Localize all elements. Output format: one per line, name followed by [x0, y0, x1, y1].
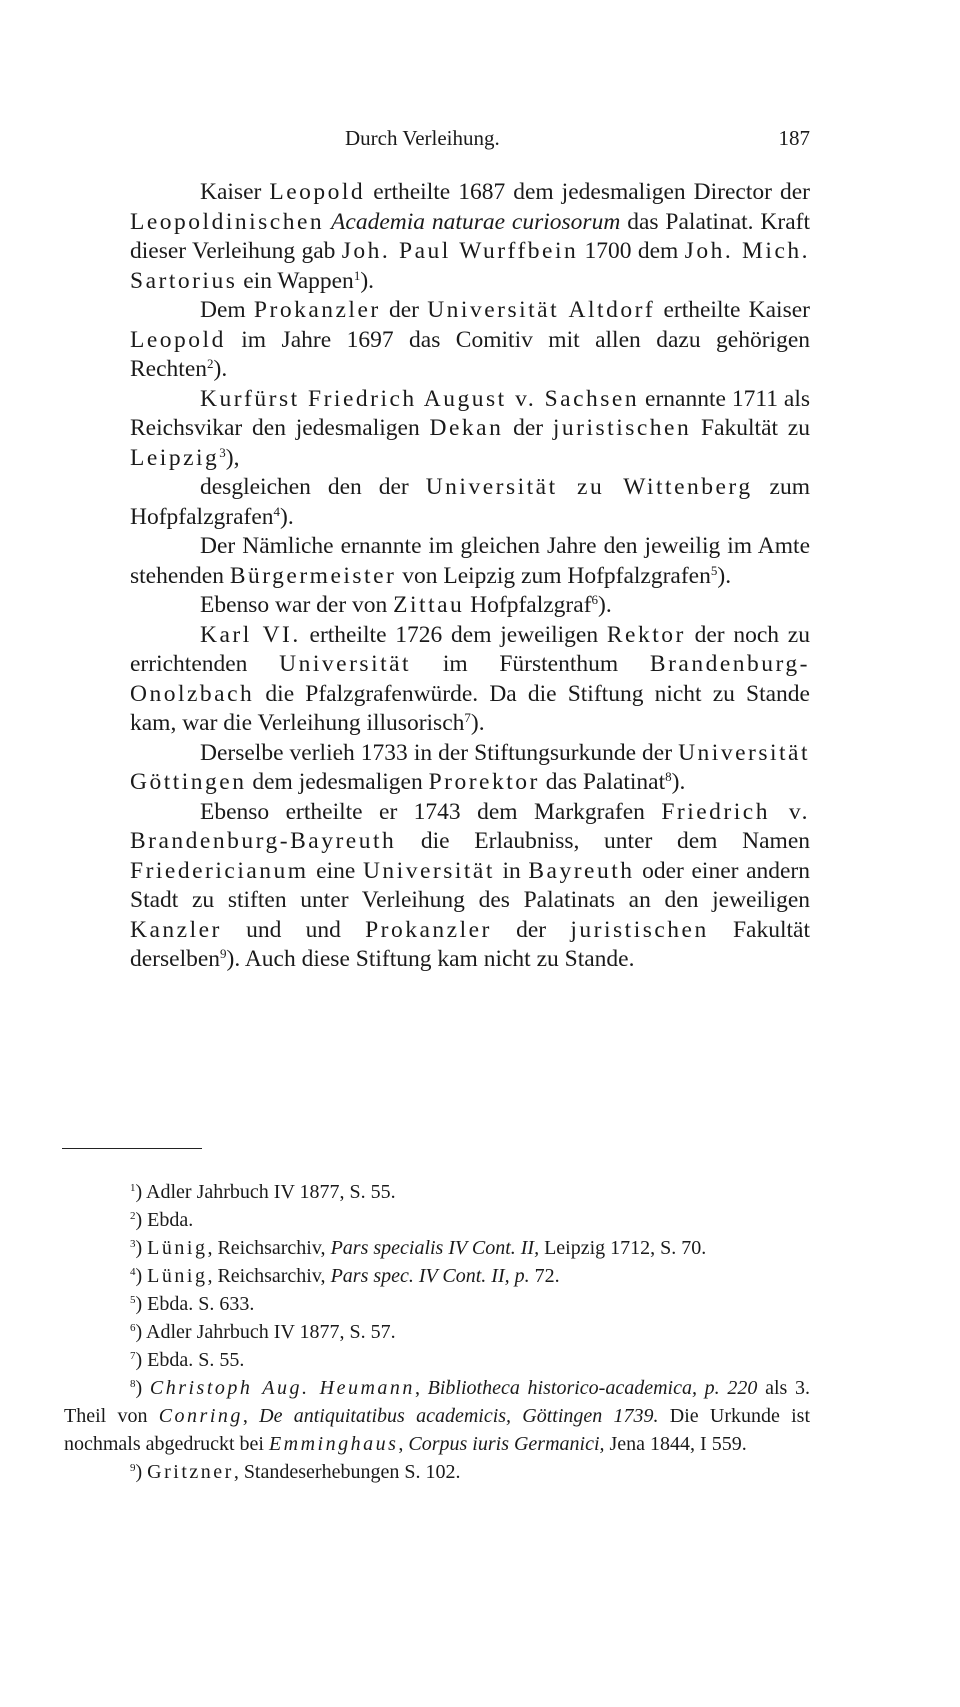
- spaced-name: Leipzig: [130, 444, 220, 471]
- spaced-name: Friedericianum: [130, 857, 309, 884]
- spaced-name: Friedrich v. Brandenburg-Bayreuth: [130, 798, 810, 854]
- footnote-marker: 2: [130, 1210, 136, 1222]
- spaced-name: Bayreuth: [528, 857, 635, 884]
- text-run: ): [135, 1377, 150, 1399]
- paragraph: [130, 798, 810, 975]
- text-run: im Jahre 1697 das Comitiv mit allen dazu gehörigen Rechten: [130, 326, 810, 382]
- text-run: dem jedesmaligen: [246, 769, 429, 795]
- text-run: oder einer andern Stadt zu stiften unter Verleihung des Palatinats an den jeweiligen: [130, 857, 811, 913]
- text-run: 72.: [529, 1265, 560, 1287]
- paragraph: [130, 532, 810, 591]
- text-run: das Palatinat. Kraft dieser Verleihung gab: [130, 208, 811, 264]
- text-run: als 3. Theil von: [64, 1377, 811, 1427]
- footnote: [64, 1318, 810, 1346]
- text-run: ). Auch diese Stiftung kam nicht zu Stande.: [226, 946, 635, 972]
- footnote-marker: 3: [219, 444, 226, 460]
- spaced-name: Joh. Mich. Sartorius: [130, 238, 810, 294]
- text-run: das Palatinat: [539, 769, 666, 795]
- text-run: , Reichsarchiv,: [207, 1265, 331, 1287]
- text-run: der noch zu errichtenden: [130, 621, 810, 677]
- text-run: ).: [717, 562, 732, 589]
- text-run: ) Ebda. S. 55.: [135, 1349, 245, 1371]
- spaced-name: Universität Altdorf: [427, 297, 656, 323]
- spaced-name: Brandenburg-Onolzbach: [130, 651, 810, 707]
- text-run: ,: [414, 1377, 428, 1399]
- footnote: [64, 1206, 810, 1234]
- text-run: Die Urkunde ist nochmals abgedruckt bei: [64, 1405, 810, 1455]
- text-run: eine: [308, 857, 363, 884]
- spaced-name: Kanzler: [130, 916, 222, 943]
- footnote-marker: 9: [130, 1462, 136, 1474]
- text-run: ).: [671, 769, 686, 795]
- text-run: ).: [598, 592, 612, 618]
- spaced-name: Leopoldinischen: [130, 208, 325, 235]
- spaced-name: Karl VI.: [200, 621, 301, 648]
- paragraph: [130, 473, 810, 532]
- footnote: [64, 1290, 810, 1318]
- spaced-name: juristischen: [570, 916, 709, 943]
- text-run: ertheilte 1726 dem jeweiligen: [300, 621, 607, 648]
- footnote-marker: 7: [130, 1350, 136, 1362]
- text-run: ),: [225, 444, 240, 471]
- running-title: Durch Verleihung.: [345, 126, 500, 150]
- footnote-marker: 5: [710, 562, 718, 578]
- running-header: [130, 126, 810, 156]
- paragraph: [130, 296, 810, 385]
- text-run: die Erlaubniss, unter dem Namen: [396, 828, 810, 854]
- text-run: zum Hofpfalzgrafen: [130, 474, 810, 530]
- text-run: ,: [398, 1433, 409, 1455]
- spaced-name: Leopold: [130, 326, 226, 353]
- footnote-marker: 4: [273, 503, 281, 519]
- text-run: ).: [213, 356, 228, 382]
- spaced-name: Lünig: [147, 1237, 208, 1259]
- text-run: ) Adler Jahrbuch IV 1877, S. 55.: [135, 1181, 396, 1203]
- text-run: von Leipzig zum Hofpfalzgrafen: [396, 562, 711, 589]
- spaced-italic-name: Christoph Aug. Heumann: [149, 1377, 415, 1399]
- footnotes: [64, 1178, 810, 1486]
- footnote: [64, 1346, 810, 1374]
- text-run: der: [491, 916, 571, 943]
- text-run: im Fürstenthum: [411, 651, 650, 677]
- spaced-name: juristischen: [552, 415, 692, 441]
- footnote: [64, 1178, 810, 1206]
- italic-text: Corpus iuris Germanici,: [408, 1433, 605, 1455]
- footnote-separator: [62, 1148, 202, 1149]
- text-run: , Standeserhebungen S. 102.: [233, 1461, 461, 1483]
- text-run: ernannte 1711 als Reichsvikar den jedesmaligen: [130, 385, 810, 441]
- paragraph: [130, 385, 810, 474]
- text-run: ).: [470, 710, 485, 736]
- text-run: desgleichen den der: [200, 474, 426, 500]
- spaced-name: Universität: [279, 651, 412, 677]
- text-run: [324, 209, 331, 235]
- text-run: und und: [221, 916, 366, 943]
- text-run: ): [135, 1265, 148, 1287]
- text-run: ).: [280, 503, 294, 530]
- text-run: der: [380, 297, 428, 323]
- footnote-marker: 1: [130, 1182, 136, 1194]
- footnote-marker: 8: [130, 1378, 136, 1390]
- text-run: ein Wappen: [237, 267, 354, 294]
- text-run: Ebenso war der von: [200, 592, 394, 618]
- text-run: ) Ebda.: [135, 1209, 194, 1231]
- text-run: ): [135, 1461, 148, 1483]
- text-run: ertheilte 1687 dem jedesmaligen Director der: [365, 179, 810, 205]
- footnote-marker: 9: [220, 946, 227, 961]
- spaced-name: Zittau: [393, 592, 465, 618]
- text-run: ).: [360, 267, 375, 294]
- spaced-name: Leopold: [269, 179, 366, 205]
- text-run: Kaiser: [200, 179, 270, 205]
- spaced-name: Dekan: [429, 415, 504, 441]
- text-run: Leipzig 1712, S. 70.: [539, 1237, 707, 1259]
- text-run: Ebenso ertheilte er 1743 dem Markgrafen: [200, 798, 662, 825]
- text-run: Der Nämliche ernannte im gleichen Jahre den jeweilig im Amte stehenden: [130, 533, 810, 589]
- italic-text: Pars specialis IV Cont. II,: [330, 1237, 540, 1259]
- footnote-marker: 1: [353, 267, 361, 283]
- text-run: ): [135, 1237, 148, 1259]
- main-text: [130, 178, 810, 975]
- text-run: ertheilte Kaiser: [655, 297, 810, 323]
- spaced-name: Universität zu Wittenberg: [425, 474, 753, 500]
- footnote-marker: 6: [591, 592, 599, 607]
- text-run: Fakultät zu: [691, 415, 810, 441]
- footnote: [64, 1262, 810, 1290]
- spaced-italic-name: Emminghaus: [268, 1433, 399, 1455]
- spaced-name: Kurfürst Friedrich August v. Sachsen: [200, 385, 640, 412]
- text-run: Hofpfalzgraf: [464, 592, 592, 618]
- spaced-name: Lünig: [147, 1265, 208, 1287]
- text-run: , Reichsarchiv,: [207, 1237, 331, 1259]
- page-number: 187: [778, 126, 810, 150]
- spaced-name: Gritzner: [147, 1461, 234, 1483]
- spaced-name: Prokanzler: [253, 297, 381, 323]
- footnote-marker: 6: [130, 1322, 136, 1334]
- footnote-marker: 4: [130, 1266, 136, 1278]
- text-run: in: [494, 857, 529, 884]
- footnote-marker: 5: [130, 1294, 136, 1306]
- text-run: ,: [242, 1405, 260, 1427]
- paragraph: [130, 739, 810, 798]
- spaced-name: Prorektor: [428, 769, 540, 795]
- text-run: 1700 dem: [578, 238, 685, 264]
- spaced-name: Universität Göttingen: [130, 739, 810, 795]
- italic-text: Bibliotheca historico-academica, p. 220: [427, 1377, 758, 1399]
- text-run: Jena 1844, I 559.: [604, 1433, 747, 1455]
- text-run: Fakultät derselben: [130, 916, 810, 972]
- paragraph: [130, 621, 810, 739]
- spaced-name: Bürgermeister: [229, 562, 397, 589]
- footnote-marker: 8: [665, 769, 672, 784]
- italic-text: De antiquitatibus academicis, Göttingen 1739.: [259, 1405, 659, 1427]
- spaced-italic-name: Conring: [158, 1405, 243, 1427]
- spaced-name: Universität: [362, 857, 495, 884]
- footnote-marker: 2: [207, 356, 214, 371]
- italic-text: Pars spec. IV Cont. II, p.: [330, 1265, 530, 1287]
- text-run: ) Ebda. S. 633.: [135, 1293, 255, 1315]
- spaced-name: Prokanzler: [365, 916, 492, 943]
- text-run: der: [503, 415, 553, 441]
- italic-text: Academia naturae curiosorum: [331, 208, 621, 235]
- footnote: [64, 1234, 810, 1262]
- footnote-marker: 7: [464, 710, 471, 725]
- text-run: die Pfalzgrafenwürde. Da die Stiftung nicht zu Stande kam, war die Verleihung illusorisch: [130, 680, 810, 736]
- spaced-name: Rektor: [606, 621, 686, 648]
- text-run: Dem: [200, 297, 254, 323]
- text-run: ) Adler Jahrbuch IV 1877, S. 57.: [135, 1321, 396, 1343]
- paragraph: [130, 591, 810, 621]
- paragraph: [130, 178, 810, 296]
- footnote: [64, 1374, 810, 1458]
- text-run: Derselbe verlieh 1733 in der Stiftungsurkunde der: [200, 739, 679, 766]
- footnote-marker: 3: [130, 1238, 136, 1250]
- footnote: [64, 1458, 810, 1486]
- spaced-name: Joh. Paul Wurffbein: [341, 238, 579, 264]
